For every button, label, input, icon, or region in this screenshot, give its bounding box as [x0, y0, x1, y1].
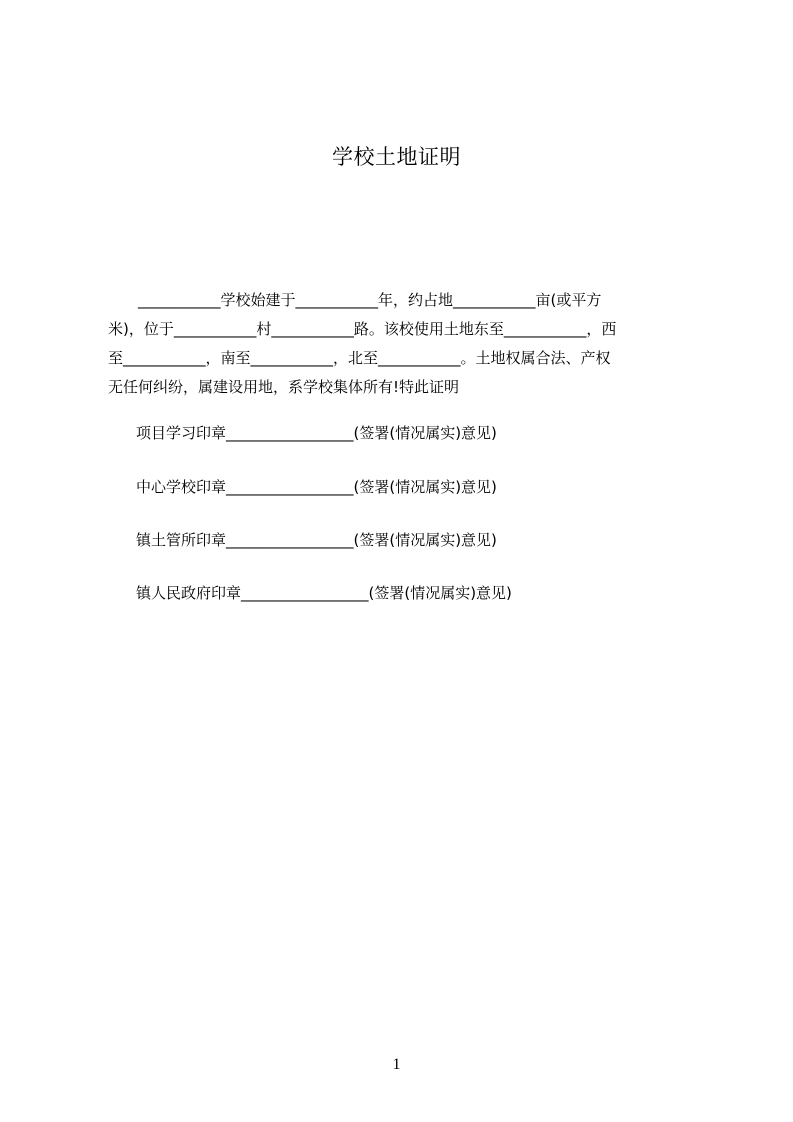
page-number: 1 [392, 1056, 401, 1073]
certificate-body [108, 286, 700, 402]
signature-line-central-school-seal: 中心学校印章_________________(签署(情况属实)意见) [136, 478, 497, 496]
document-title: 学校土地证明 [332, 145, 461, 169]
signature-line-town-government-seal: 镇人民政府印章_________________(签署(情况属实)意见) [136, 584, 512, 602]
body-line: ___________学校始建于___________年，约占地___________亩(或平方 [108, 291, 602, 309]
body-line: 至___________，南至___________，北至___________。土地权属合法、产权 [108, 349, 611, 367]
body-line: 米)，位于___________村___________路。该校使用土地东至___________，西 [108, 320, 617, 338]
signature-line-land-office-seal: 镇土管所印章_________________(签署(情况属实)意见) [136, 531, 497, 549]
body-line: 无任何纠纷，属建设用地，系学校集体所有!特此证明 [108, 378, 460, 396]
signature-line-project-seal: 项目学习印章_________________(签署(情况属实)意见) [136, 424, 497, 442]
